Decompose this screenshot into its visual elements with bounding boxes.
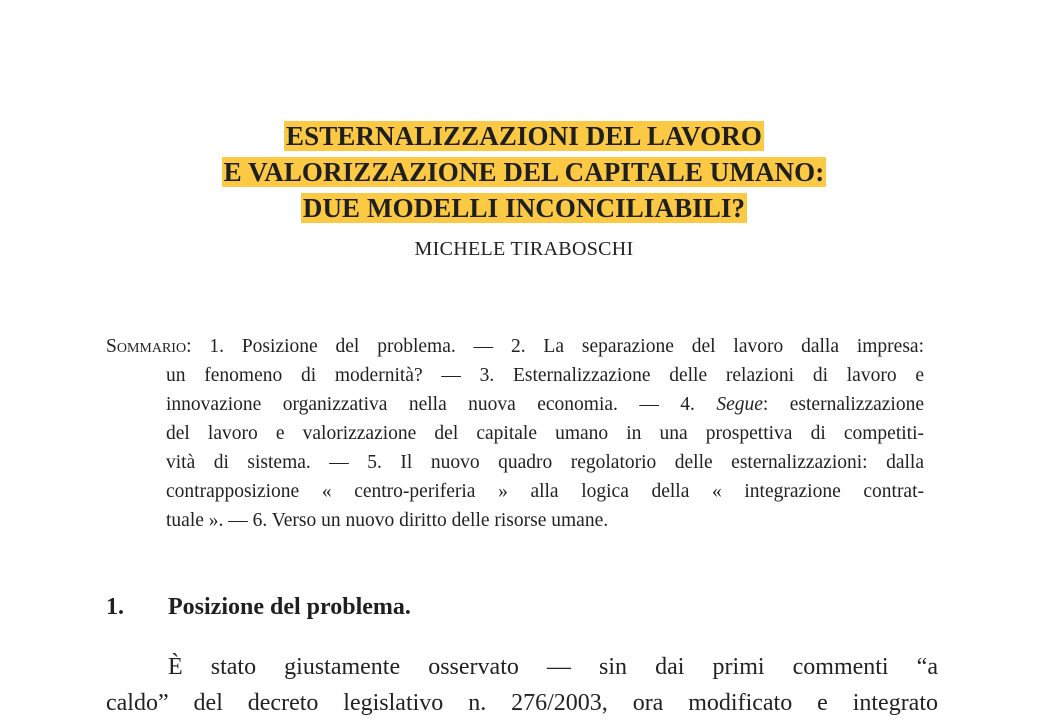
- summary-line-2: un fenomeno di modernità? — 3. Esternalizzazione delle relazioni di lavoro e: [166, 365, 924, 386]
- summary-text-3a: innovazione organizzativa nella nuova economia. — 4.: [166, 394, 717, 415]
- title-line-2: [0, 154, 1048, 190]
- summary-line-1: [106, 332, 924, 361]
- highlighted-title-text-2[interactable]: E VALORIZZAZIONE DEL CAPITALE UMANO:: [223, 157, 825, 187]
- summary-text-3b: : esternalizzazione: [762, 394, 924, 415]
- body-line-1: È stato giustamente osservato — sin dai primi commenti “a: [168, 654, 938, 680]
- highlighted-title-text-3[interactable]: DUE MODELLI INCONCILIABILI?: [302, 193, 746, 223]
- summary-line-6: contrapposizione « centro-periferia » alla logica della « integrazione contrat-: [166, 481, 924, 502]
- summary-label: Sommario: [106, 336, 187, 357]
- title-line-3: [0, 190, 1048, 226]
- summary-block: [106, 332, 924, 535]
- author-name: MICHELE TIRABOSCHI: [414, 238, 634, 260]
- section-heading: [106, 594, 411, 621]
- summary-line-5: vità di sistema. — 5. Il nuovo quadro regolatorio delle esternalizzazioni: dalla: [166, 452, 924, 473]
- summary-italic-segue: Segue: [716, 394, 763, 415]
- summary-line-4: del lavoro e valorizzazione del capitale umano in una prospettiva di competiti-: [166, 423, 924, 444]
- section-number: 1.: [106, 594, 124, 620]
- body-paragraph: [106, 649, 938, 721]
- section-title: Posizione del problema.: [168, 594, 411, 620]
- summary-line-7: tuale ». — 6. Verso un nuovo diritto delle risorse umane.: [166, 510, 609, 531]
- article-title: [0, 118, 1048, 226]
- body-line-2: caldo” del decreto legislativo n. 276/2003, ora modificato e integrato: [106, 690, 938, 716]
- summary-line-3: [106, 390, 924, 419]
- title-line-1: [0, 118, 1048, 154]
- summary-text-1: : 1. Posizione del problema. — 2. La separazione del lavoro dalla impresa:: [186, 336, 924, 357]
- highlighted-title-text-1[interactable]: ESTERNALIZZAZIONI DEL LAVORO: [286, 121, 762, 151]
